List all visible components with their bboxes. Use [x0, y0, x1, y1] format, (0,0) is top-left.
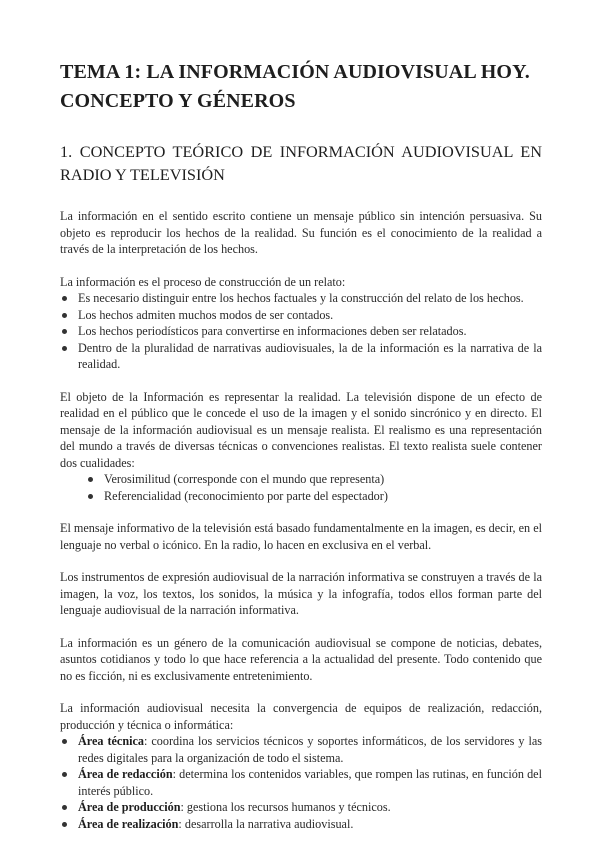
list-item: Referencialidad (reconocimiento por parte del espectador) — [60, 488, 542, 505]
area-term: Área técnica — [78, 734, 145, 748]
list-item — [60, 816, 542, 833]
page-title — [60, 58, 542, 116]
spacer — [60, 504, 542, 520]
title-line-2: CONCEPTO Y GÉNEROS — [60, 90, 296, 112]
spacer — [60, 258, 542, 274]
paragraph-5: Los instrumentos de expresión audiovisual de la narración informativa se construyen a través de la imagen, la voz, los textos, los sonidos, la música y la infografía, todos ellos forman parte del lenguaje audiovisual de la narración informativa. — [60, 570, 542, 617]
area-description: : determina los contenidos variables, que rompen las rutinas, en función del interés público. — [78, 767, 542, 798]
list-item — [60, 799, 542, 816]
paragraph-1: La información en el sentido escrito contiene un mensaje público sin intención persuasiva. Su objeto es reproducir los hechos de la realidad. Su función es el conocimiento de la realidad a través de la interpretación de los hechos. — [60, 209, 542, 256]
area-description: : desarrolla la narrativa audiovisual. — [178, 816, 354, 831]
bullet-list-3 — [60, 733, 542, 832]
paragraph-7-intro: La información audiovisual necesita la convergencia de equipos de realización, redacción, producción y técnica o informática: — [60, 701, 542, 732]
area-term: Área de realización — [78, 816, 179, 831]
list-item: Los hechos admiten muchos modos de ser contados. — [60, 307, 542, 324]
list-item — [60, 766, 542, 799]
list-item — [60, 733, 542, 766]
area-term: Área de producción — [78, 800, 181, 814]
section-heading: 1. CONCEPTO TEÓRICO DE INFORMACIÓN AUDIOVISUAL EN RADIO Y TELEVISIÓN — [60, 142, 542, 184]
area-description: : coordina los servicios técnicos y soportes informáticos, de los servidores y las redes digitales para la organización de todo el sistema. — [78, 734, 542, 765]
paragraph-6: La información es un género de la comunicación audiovisual se compone de noticias, debates, asuntos cotidianos y todo lo que hace referencia a la actualidad del presente. Todo contenido que no es ficción, ni es exclusivamente entretenimiento. — [60, 635, 542, 683]
title-line-1: TEMA 1: LA INFORMACIÓN AUDIOVISUAL HOY. — [60, 61, 530, 83]
spacer — [60, 373, 542, 389]
bullet-list-2 — [60, 471, 542, 504]
spacer — [60, 684, 542, 700]
paragraph-2-intro: La información es el proceso de construcción de un relato: — [60, 274, 346, 289]
list-item: Dentro de la pluralidad de narrativas audiovisuales, la de la información es la narrativa de la realidad. — [60, 340, 542, 373]
paragraph-3: El objeto de la Información es representar la realidad. La televisión dispone de un efecto de realidad en el público que le concede el uso de la imagen y el sonido sincrónico y en directo. El mensaje de la información audiovisual es un mensaje realista. El realismo es una representación del mundo a través de diversas técnicas o convenciones realistas. El texto realista suele contener dos cualidades: — [60, 389, 542, 470]
list-item: Verosimilitud (corresponde con el mundo que representa) — [60, 471, 542, 488]
list-item: Los hechos periodísticos para convertirse en informaciones deben ser relatados. — [60, 323, 542, 340]
area-description: : gestiona los recursos humanos y técnicos. — [180, 800, 391, 814]
bullet-list-1 — [60, 290, 542, 373]
list-item: Es necesario distinguir entre los hechos factuales y la construcción del relato de los hechos. — [60, 290, 542, 307]
paragraph-4: El mensaje informativo de la televisión está basado fundamentalmente en la imagen, es decir, en el lenguaje no verbal o icónico. En la radio, lo hacen en exclusiva en el verbal. — [60, 521, 542, 552]
spacer — [60, 553, 542, 569]
spacer — [60, 619, 542, 635]
area-term: Área de redacción — [78, 767, 173, 781]
